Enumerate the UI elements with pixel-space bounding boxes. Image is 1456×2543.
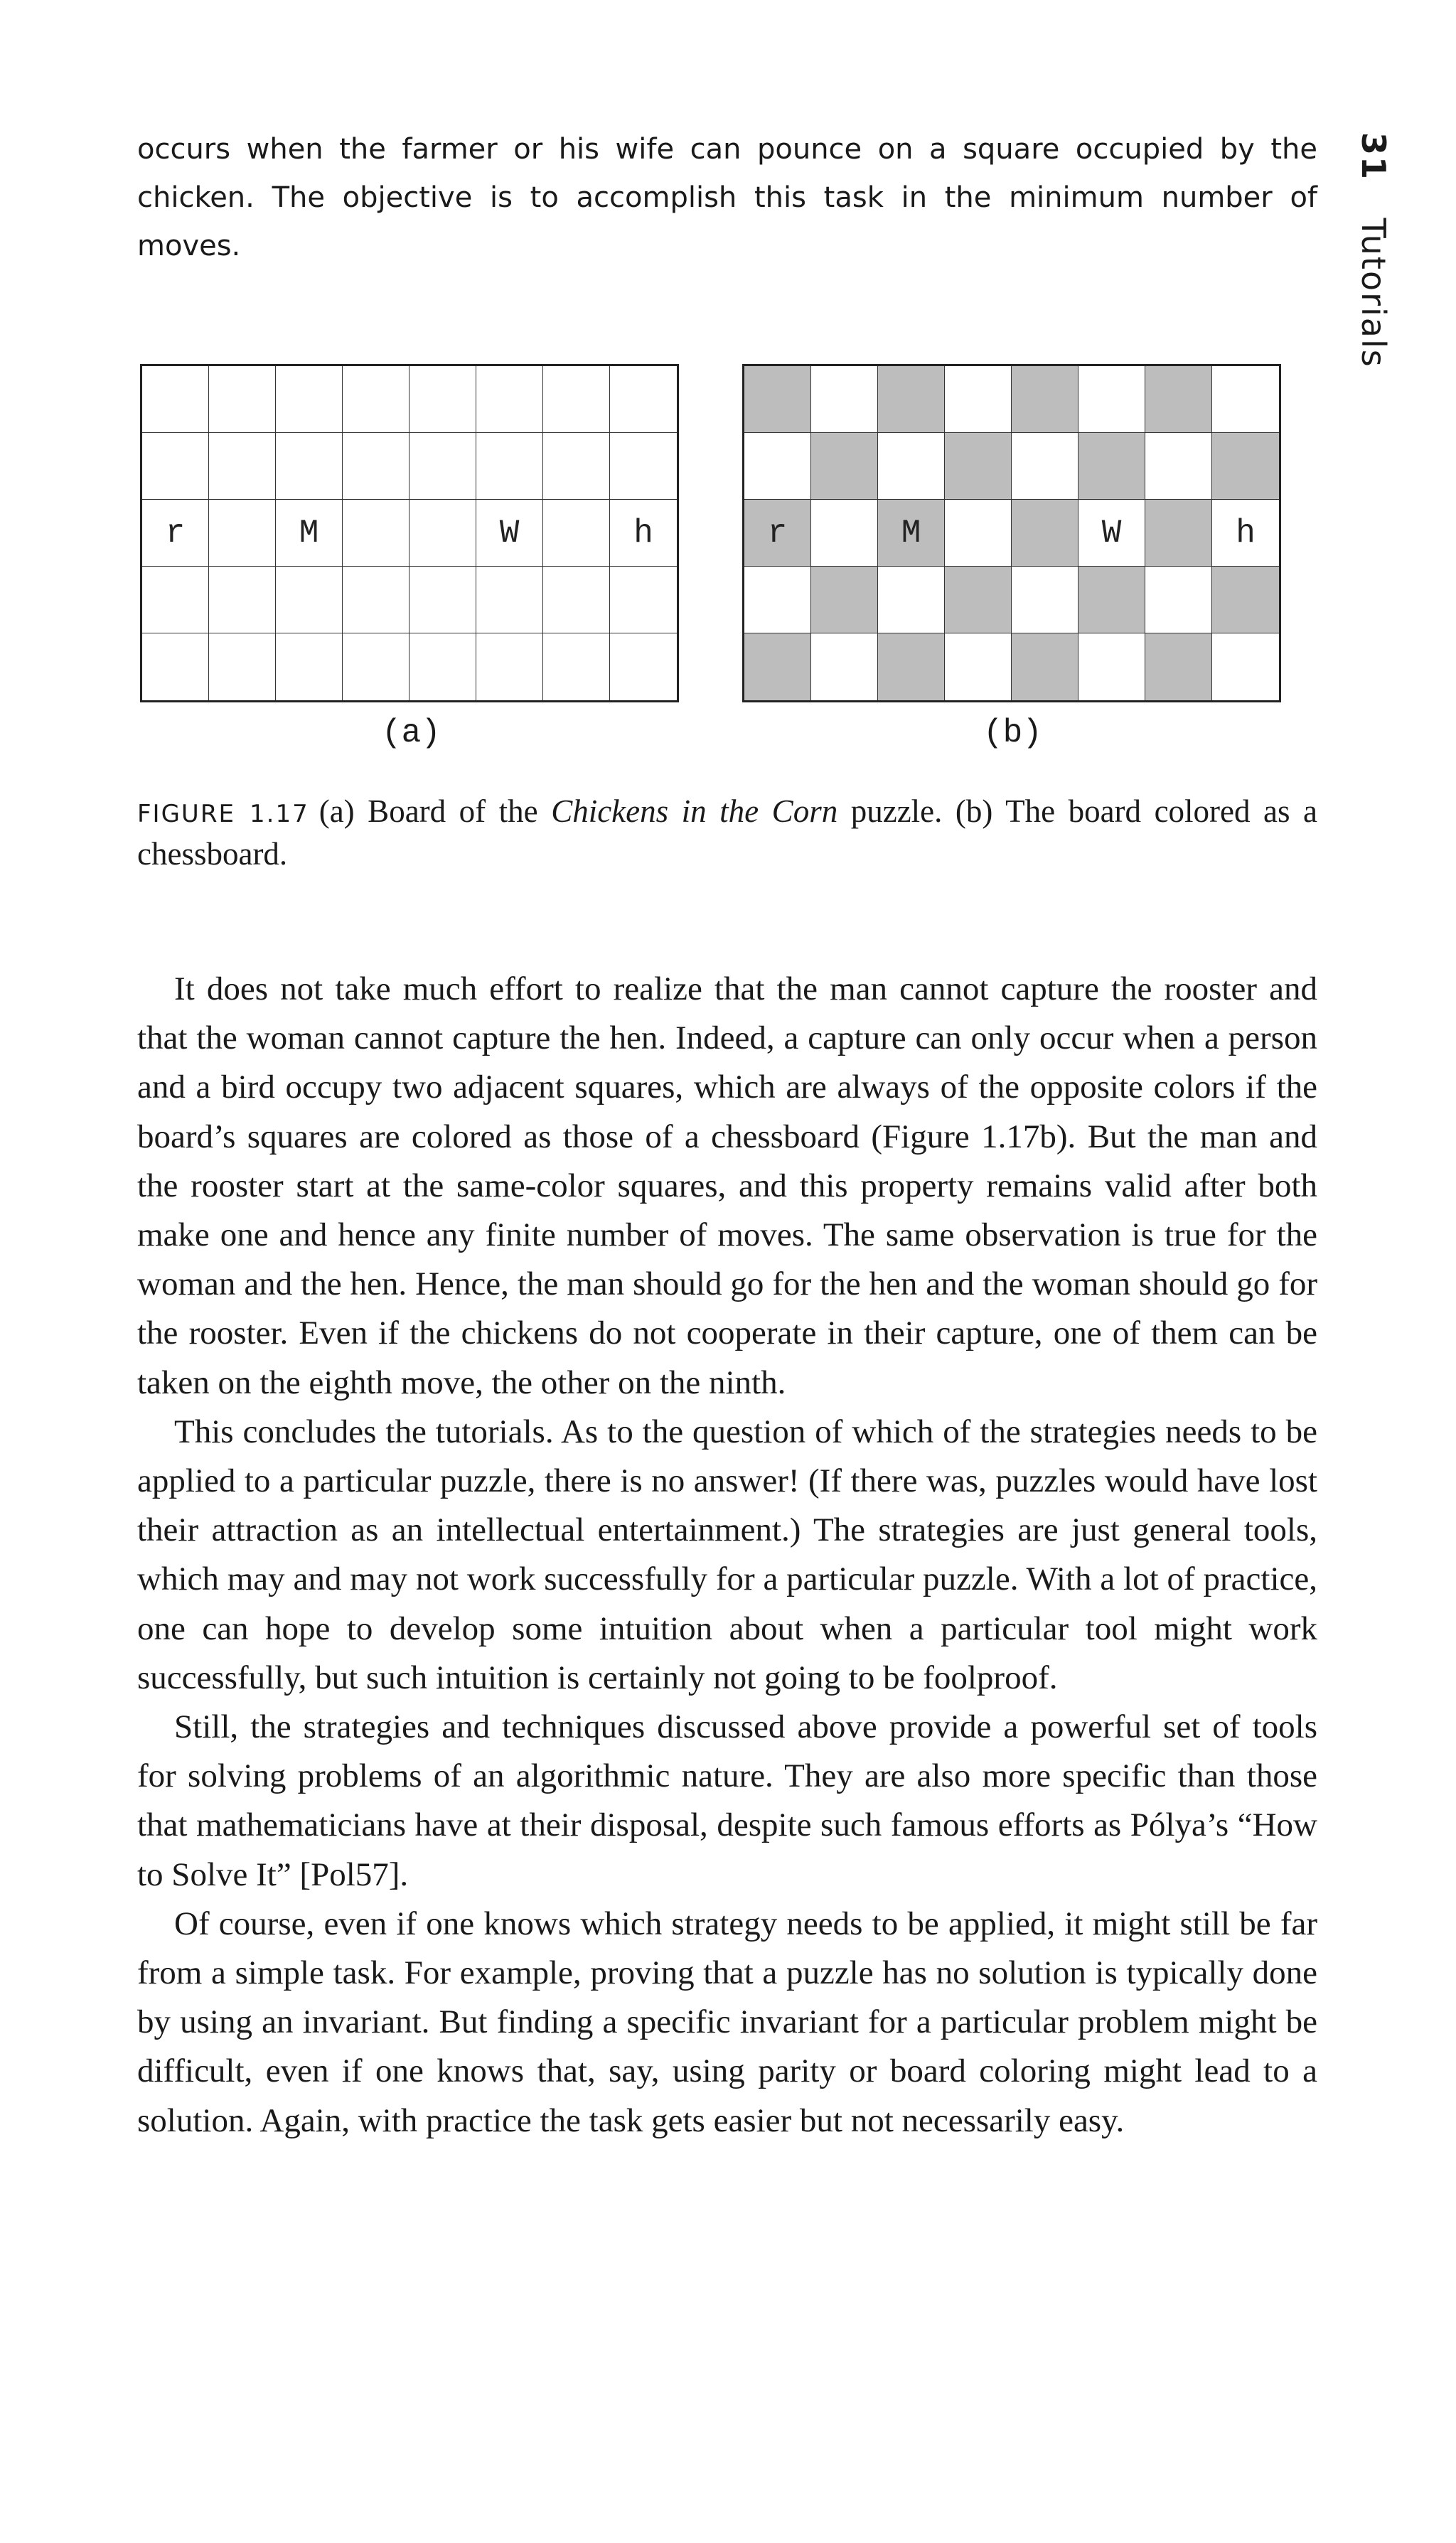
board-cell bbox=[276, 567, 343, 633]
board-cell bbox=[1145, 633, 1212, 700]
board-cell bbox=[1078, 433, 1145, 500]
figure-sub-label-a: (a) bbox=[382, 714, 441, 751]
caption-puzzle-title: Chickens in the Corn bbox=[551, 793, 838, 829]
board-cell bbox=[945, 500, 1012, 567]
board-cell bbox=[945, 366, 1012, 433]
board-cell bbox=[1012, 433, 1078, 500]
board-cell bbox=[1212, 567, 1279, 633]
board-cell bbox=[1078, 633, 1145, 700]
body-paragraph-2: This concludes the tutorials. As to the question of which of the strategies needs to be applied to a particular puzzle, there is no answer! (If there was, puzzles would have lost their attraction as an intellectual entertainment.) The strategies are just general tools, which may and may not work successfully for a particular puzzle. With a lot of practice, one can hope to develop some intuition about when a particular tool might work successfully, but such intuition is certainly not going to be foolproof. bbox=[137, 1413, 1317, 1696]
board-cell bbox=[209, 567, 276, 633]
board-cell bbox=[1012, 500, 1078, 567]
board-cell bbox=[476, 433, 543, 500]
board-cell bbox=[209, 633, 276, 700]
board-cell bbox=[878, 500, 945, 567]
figure-label: FIGURE 1.17 bbox=[137, 800, 309, 828]
board-cell bbox=[744, 633, 811, 700]
board-cell bbox=[744, 500, 811, 567]
board-cell bbox=[744, 366, 811, 433]
board-piece: h bbox=[633, 514, 653, 552]
board-cell bbox=[543, 633, 610, 700]
board-cell bbox=[343, 366, 410, 433]
board-cell bbox=[945, 433, 1012, 500]
board-piece: W bbox=[1101, 514, 1122, 552]
intro-text bbox=[137, 125, 1317, 270]
board-piece: h bbox=[1236, 514, 1256, 552]
board-piece: M bbox=[901, 514, 921, 552]
board-cell bbox=[1145, 567, 1212, 633]
board-cell bbox=[811, 500, 878, 567]
board-piece: r bbox=[165, 514, 186, 552]
board-cell bbox=[1078, 366, 1145, 433]
board-cell bbox=[142, 633, 209, 700]
board-cell bbox=[610, 366, 677, 433]
board-cell bbox=[543, 500, 610, 567]
board-cell bbox=[343, 567, 410, 633]
board-cell bbox=[476, 366, 543, 433]
board-cell bbox=[410, 366, 476, 433]
figure-caption bbox=[137, 791, 1317, 874]
board-cell bbox=[1145, 366, 1212, 433]
board-cell bbox=[1012, 633, 1078, 700]
board-b-chessboard bbox=[742, 364, 1281, 702]
board-cell bbox=[1145, 500, 1212, 567]
board-cell bbox=[142, 433, 209, 500]
board-cell bbox=[343, 500, 410, 567]
board-cell bbox=[276, 433, 343, 500]
board-cell bbox=[209, 366, 276, 433]
board-cell bbox=[1212, 433, 1279, 500]
caption-text-2: puzzle. (b) The board colored as a chessboard. bbox=[137, 793, 1317, 872]
board-cell bbox=[811, 567, 878, 633]
board-cell bbox=[142, 500, 209, 567]
board-cell bbox=[1012, 567, 1078, 633]
board-cell bbox=[878, 567, 945, 633]
board-cell bbox=[410, 433, 476, 500]
board-cell bbox=[142, 366, 209, 433]
board-piece: W bbox=[499, 514, 520, 552]
board-cell bbox=[811, 633, 878, 700]
board-cell bbox=[1078, 500, 1145, 567]
body-text bbox=[137, 965, 1317, 2146]
board-cell bbox=[142, 567, 209, 633]
body-paragraph-3: Still, the strategies and techniques discussed above provide a powerful set of tools for solving problems of an algorithmic nature. They are also more specific than those that mathematicians have at their disposal, despite such famous efforts as Pólya’s “How to Solve It” [Pol57]. bbox=[137, 1708, 1317, 1893]
board-cell bbox=[945, 633, 1012, 700]
board-cell bbox=[410, 500, 476, 567]
board-cell bbox=[1012, 366, 1078, 433]
body-paragraph-4: Of course, even if one knows which strategy needs to be applied, it might still be far from a simple task. For example, proving that a puzzle has no solution is typically done by using an invariant. But finding a specific invariant for a particular problem might be difficult, even if one knows that, say, using parity or board coloring might lead to a solution. Again, with practice the task gets easier but not necessarily easy. bbox=[137, 1905, 1317, 2139]
board-cell bbox=[945, 567, 1012, 633]
board-cell bbox=[1078, 567, 1145, 633]
board-cell bbox=[1212, 366, 1279, 433]
board-cell bbox=[343, 633, 410, 700]
page-number: 31 bbox=[1354, 132, 1393, 181]
board-cell bbox=[878, 433, 945, 500]
board-cell bbox=[276, 633, 343, 700]
board-cell bbox=[610, 567, 677, 633]
board-cell bbox=[610, 433, 677, 500]
board-cell bbox=[476, 567, 543, 633]
board-cell bbox=[744, 433, 811, 500]
board-cell bbox=[1145, 433, 1212, 500]
board-cell bbox=[543, 433, 610, 500]
board-cell bbox=[744, 567, 811, 633]
board-piece: r bbox=[767, 514, 788, 552]
running-head bbox=[1354, 132, 1393, 368]
board-cell bbox=[811, 366, 878, 433]
board-cell bbox=[410, 633, 476, 700]
board-piece: M bbox=[299, 514, 319, 552]
board-cell bbox=[1212, 500, 1279, 567]
body-paragraph-1: It does not take much effort to realize that the man cannot capture the rooster and that the woman cannot capture the hen. Indeed, a capture can only occur when a person and a bird occupy two adjacent squares, which are always of the opposite colors if the board’s squares are colored as those of a chessboard (Figure 1.17b). But the man and the rooster start at the same-color squares, and this property remains valid after both make one and hence any finite number of moves. The same observation is true for the woman and the hen. Hence, the man should go for the hen and the woman should go for the rooster. Even if the chickens do not cooperate in their capture, one of them can be taken on the eighth move, the other on the ninth. bbox=[137, 970, 1317, 1401]
board-cell bbox=[209, 433, 276, 500]
figure-sub-label-b: (b) bbox=[983, 714, 1042, 751]
board-cell bbox=[878, 366, 945, 433]
board-cell bbox=[543, 567, 610, 633]
board-cell bbox=[476, 633, 543, 700]
board-cell bbox=[1212, 633, 1279, 700]
board-cell bbox=[610, 500, 677, 567]
board-cell bbox=[878, 633, 945, 700]
board-cell bbox=[610, 633, 677, 700]
caption-text-1: (a) Board of the bbox=[318, 793, 538, 829]
board-cell bbox=[476, 500, 543, 567]
intro-paragraph: occurs when the farmer or his wife can pounce on a square occupied by the chicken. The objective is to accomplish this task in the minimum number of moves. bbox=[137, 133, 1317, 262]
board-cell bbox=[209, 500, 276, 567]
board-cell bbox=[276, 366, 343, 433]
board-a bbox=[140, 364, 679, 702]
board-cell bbox=[811, 433, 878, 500]
board-cell bbox=[343, 433, 410, 500]
board-cell bbox=[543, 366, 610, 433]
section-title: Tutorials bbox=[1354, 218, 1393, 368]
board-cell bbox=[276, 500, 343, 567]
board-cell bbox=[410, 567, 476, 633]
